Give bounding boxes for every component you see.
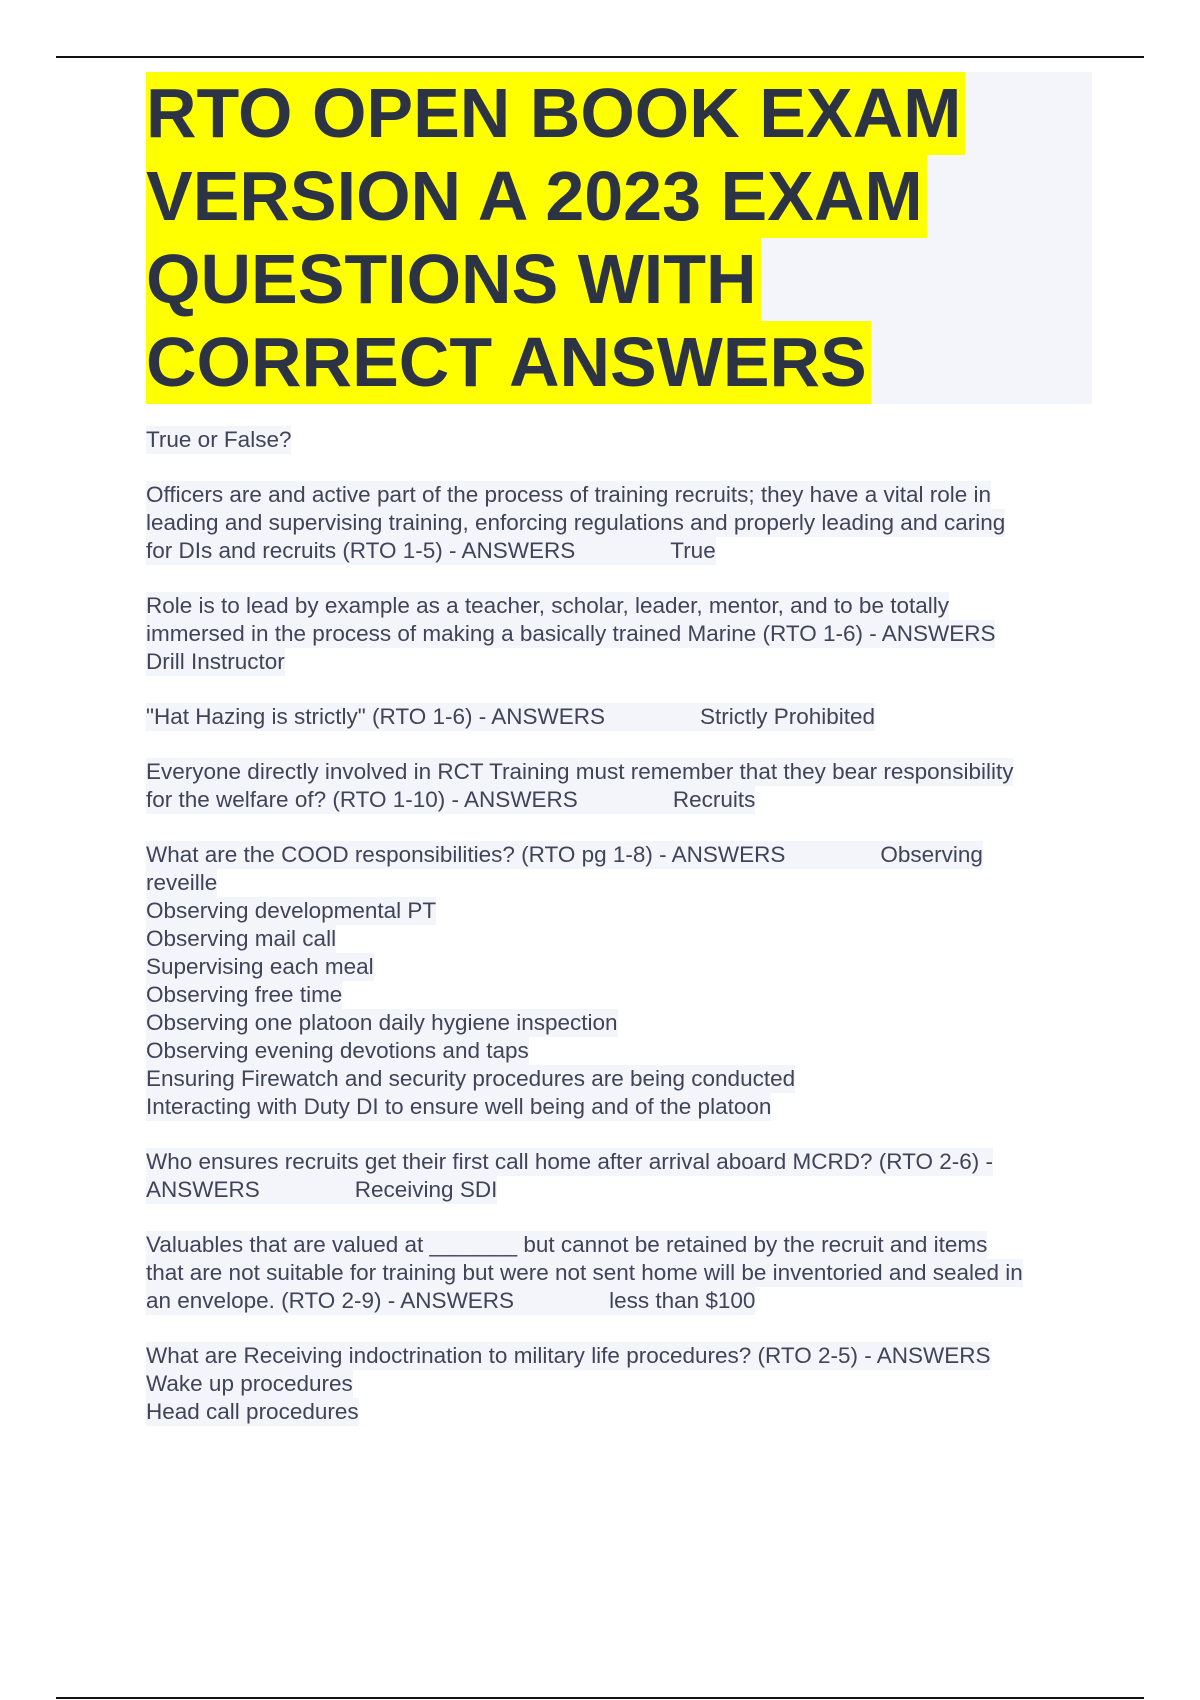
question-text: "Hat Hazing is strictly" (RTO 1-6) - ANSWERS — [146, 704, 605, 729]
text-line — [146, 1259, 1023, 1287]
answer-text: Recruits — [672, 787, 756, 812]
text-line — [146, 481, 991, 509]
question-paragraph — [146, 426, 1092, 454]
question-text: Supervising each meal — [146, 954, 374, 979]
title-line: VERSION A 2023 EXAM — [146, 155, 927, 238]
question-text: Observing evening devotions and taps — [146, 1038, 529, 1063]
question-text: Interacting with Duty DI to ensure well being and of the platoon — [146, 1094, 772, 1119]
title-line: RTO OPEN BOOK EXAM — [146, 72, 965, 155]
text-line — [146, 1037, 529, 1065]
question-text: for the welfare of? (RTO 1-10) - ANSWERS — [146, 787, 578, 812]
question-paragraph — [146, 592, 1092, 676]
question-text: Observing one platoon daily hygiene inspection — [146, 1010, 618, 1035]
question-text: True or False? — [146, 427, 292, 452]
text-line — [146, 925, 336, 953]
text-line — [146, 703, 875, 731]
text-line — [146, 648, 285, 676]
answer-text: less than $100 — [609, 1288, 756, 1313]
text-line — [146, 869, 217, 897]
answer-text: Observing — [880, 842, 983, 867]
question-text: ANSWERS — [146, 1177, 260, 1202]
question-text: What are the COOD responsibilities? (RTO pg 1-8) - ANSWERS — [146, 842, 786, 867]
text-line — [146, 1093, 771, 1121]
question-text: for DIs and recruits (RTO 1-5) - ANSWERS — [146, 538, 576, 563]
text-line — [146, 1287, 755, 1315]
text-line — [146, 897, 436, 925]
question-text: Ensuring Firewatch and security procedures are being conducted — [146, 1066, 796, 1091]
title-line: QUESTIONS WITH — [146, 238, 761, 321]
title-line: CORRECT ANSWERS — [146, 321, 871, 404]
document-body — [146, 72, 1092, 1453]
question-text: Wake up procedures — [146, 1371, 353, 1396]
question-text: Everyone directly involved in RCT Training must remember that they bear responsibility — [146, 759, 1014, 784]
question-paragraph — [146, 758, 1092, 814]
text-line — [146, 1176, 497, 1204]
question-text: leading and supervising training, enforcing regulations and properly leading and caring — [146, 510, 1006, 535]
text-line — [146, 841, 983, 869]
question-paragraph — [146, 1148, 1092, 1204]
question-text: Officers are and active part of the process of training recruits; they have a vital role in — [146, 482, 992, 507]
question-list — [146, 426, 1092, 1426]
text-line — [146, 592, 949, 620]
text-line — [146, 1148, 993, 1176]
question-text: Observing developmental PT — [146, 898, 437, 923]
question-text: Drill Instructor — [146, 649, 285, 674]
text-line — [146, 426, 291, 454]
question-text: an envelope. (RTO 2-9) - ANSWERS — [146, 1288, 515, 1313]
text-line — [146, 1370, 353, 1398]
text-line — [146, 1009, 618, 1037]
question-text: Head call procedures — [146, 1399, 359, 1424]
question-paragraph — [146, 1231, 1092, 1315]
question-paragraph — [146, 703, 1092, 731]
text-line — [146, 1065, 795, 1093]
text-line — [146, 620, 995, 648]
question-text: that are not suitable for training but were not sent home will be inventoried and sealed in — [146, 1260, 1023, 1285]
question-text: reveille — [146, 870, 218, 895]
text-line — [146, 1231, 987, 1259]
question-text: Role is to lead by example as a teacher, scholar, leader, mentor, and to be totally — [146, 593, 949, 618]
question-text: Observing free time — [146, 982, 343, 1007]
question-text: What are Receiving indoctrination to military life procedures? (RTO 2-5) - ANSWERS — [146, 1343, 991, 1368]
answer-text: True — [670, 538, 716, 563]
text-line — [146, 1342, 991, 1370]
text-line — [146, 509, 1005, 537]
text-line — [146, 981, 342, 1009]
text-line — [146, 786, 755, 814]
top-rule — [56, 56, 1144, 58]
text-line — [146, 953, 374, 981]
text-line — [146, 758, 1013, 786]
document-title — [146, 72, 1092, 404]
text-line — [146, 537, 716, 565]
question-text: Who ensures recruits get their first call home after arrival aboard MCRD? (RTO 2-6) - — [146, 1149, 993, 1174]
answer-text: Receiving SDI — [354, 1177, 498, 1202]
question-text: Valuables that are valued at _______ but cannot be retained by the recruit and items — [146, 1232, 988, 1257]
question-paragraph — [146, 481, 1092, 565]
answer-text: Strictly Prohibited — [699, 704, 876, 729]
question-paragraph — [146, 841, 1092, 1121]
question-text: Observing mail call — [146, 926, 337, 951]
bottom-rule — [56, 1697, 1144, 1699]
question-text: immersed in the process of making a basically trained Marine (RTO 1-6) - ANSWERS — [146, 621, 996, 646]
text-line — [146, 1398, 359, 1426]
question-paragraph — [146, 1342, 1092, 1426]
